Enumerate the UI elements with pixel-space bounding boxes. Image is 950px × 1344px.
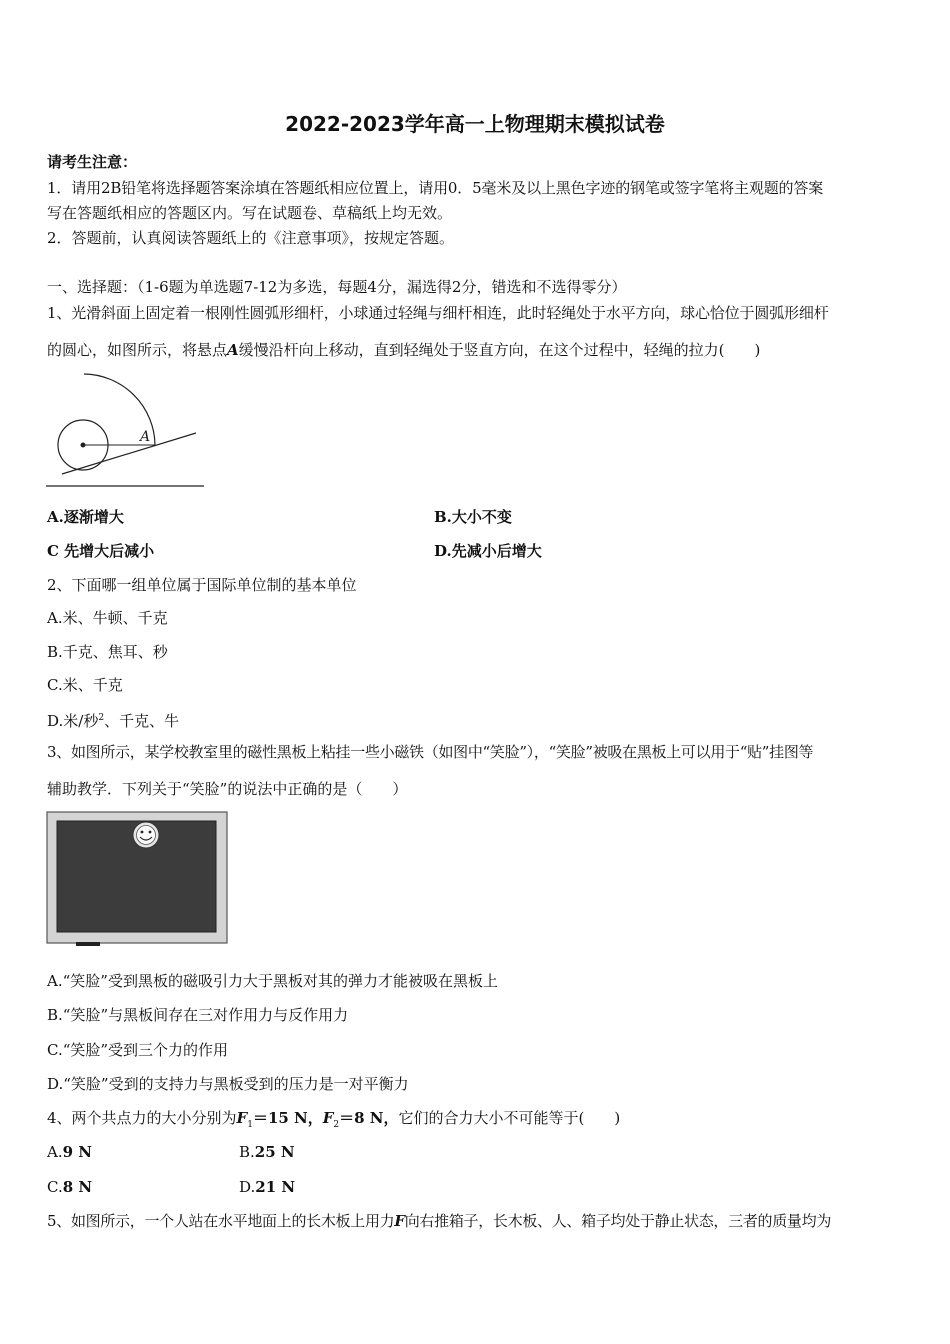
q4-option-d-value: 21 N <box>255 1178 296 1196</box>
q3-stem-line-2: 辅助教学．下列关于“笑脸”的说法中正确的是（ ） <box>47 780 408 798</box>
q4-option-a-value: 9 N <box>62 1143 92 1161</box>
q4-option-b-value: 25 N <box>254 1143 295 1161</box>
q4-option-d <box>239 1177 295 1197</box>
q4-option-c-value: 8 N <box>62 1178 93 1196</box>
notice-item-2: 2．答题前，认真阅读答题纸上的《注意事项》，按规定答题。 <box>47 229 455 247</box>
q5-stem-text-a: 5、如图所示，一个人站在水平地面上的长木板上用力 <box>47 1212 395 1230</box>
q3-smiley-left-eye <box>141 831 144 834</box>
page-title: 2022-2023学年高一上物理期末模拟试卷 <box>285 112 665 136</box>
q1-stem-line-1: 1、光滑斜面上固定着一根刚性圆弧形细杆，小球通过轻绳与细杆相连，此时轻绳处于水平方向，球心恰位于圆弧形细杆 <box>47 304 829 322</box>
q1-figure-incline-arc <box>44 372 209 492</box>
q4-f2-subscript: 2 <box>333 1120 340 1130</box>
q4-f2-value: ＝8 N， <box>339 1109 399 1127</box>
q3-option-a: A.“笑脸”受到黑板的磁吸引力大于黑板对其的弹力才能被吸在黑板上 <box>47 972 498 990</box>
q3-board-tray <box>76 942 100 946</box>
q2-option-a: A.米、牛顿、千克 <box>47 609 168 627</box>
q3-stem-line-1: 3、如图所示，某学校教室里的磁性黑板上粘挂一些小磁铁（如图中“笑脸”），“笑脸”被吸在黑板上可以用于“贴”挂图等 <box>47 743 814 761</box>
notice-item-1-line-1: 1．请用2B铅笔将选择题答案涂填在答题纸相应位置上，请用0．5毫米及以上黑色字迹的钢笔或签字笔将主观题的答案 <box>47 179 824 197</box>
q1-incline-line <box>62 433 196 474</box>
q1-option-b: B.大小不变 <box>434 508 512 526</box>
q3-smiley-face <box>137 826 156 845</box>
q3-option-c: C.“笑脸”受到三个力的作用 <box>47 1041 229 1059</box>
q4-option-d-label: D. <box>239 1178 256 1196</box>
q4-f1-var: F <box>236 1109 248 1127</box>
q2-option-d-text-b: 、千克、牛 <box>104 712 180 730</box>
q2-option-b: B.千克、焦耳、秒 <box>47 643 168 661</box>
q3-option-b: B.“笑脸”与黑板间存在三对作用力与反作用力 <box>47 1006 349 1024</box>
q4-option-b <box>239 1142 295 1162</box>
q3-smiley-right-eye <box>149 831 152 834</box>
q1-point-a-label: A <box>140 429 151 445</box>
q2-option-d-superscript: 2 <box>98 713 105 723</box>
q3-figure-blackboard <box>46 811 230 949</box>
q5-force-var: F <box>394 1212 405 1230</box>
q2-stem: 2、下面哪一组单位属于国际单位制的基本单位 <box>47 576 357 594</box>
q2-option-d <box>47 708 179 731</box>
q2-option-d-text-a: D.米/秒 <box>47 712 99 730</box>
notice-heading: 请考生注意： <box>47 153 138 171</box>
q4-stem-text-a: 4、两个共点力的大小分别为 <box>47 1109 237 1127</box>
q4-f2-var: F <box>322 1109 334 1127</box>
q4-f1-value: ＝15 N， <box>252 1109 323 1127</box>
q4-option-a <box>47 1142 92 1162</box>
q4-stem <box>47 1108 620 1135</box>
q1-point-a-var: A <box>227 341 239 359</box>
q4-f1-subscript: 1 <box>247 1120 253 1130</box>
q4-option-b-label: B. <box>239 1143 255 1161</box>
q1-option-a: A.逐渐增大 <box>47 508 124 526</box>
q1-option-c: C 先增大后减小 <box>47 542 155 560</box>
notice-item-1-line-2: 写在答题纸相应的答题区内。写在试题卷、草稿纸上均无效。 <box>47 204 453 222</box>
q1-stem-line-2 <box>47 340 760 360</box>
q1-option-d: D.先减小后增大 <box>434 542 542 560</box>
q4-stem-text-b: 它们的合力大小不可能等于( ) <box>398 1109 621 1127</box>
q4-option-a-label: A. <box>47 1143 63 1161</box>
q2-option-c: C.米、千克 <box>47 676 123 694</box>
q3-option-d: D.“笑脸”受到的支持力与黑板受到的压力是一对平衡力 <box>47 1075 409 1093</box>
q5-stem-line-1 <box>47 1211 831 1231</box>
q1-stem-text-b: 缓慢沿杆向上移动，直到轻绳处于竖直方向，在这个过程中，轻绳的拉力( ) <box>238 341 761 359</box>
q4-option-c <box>47 1177 92 1197</box>
q1-stem-text-a: 的圆心，如图所示，将悬点 <box>47 341 228 359</box>
q4-option-c-label: C. <box>47 1178 63 1196</box>
q5-stem-text-b: 向右推箱子，长木板、人、箱子均处于静止状态，三者的质量均为 <box>404 1212 832 1230</box>
section-1-heading: 一、选择题：（1-6题为单选题7-12为多选，每题4分，漏选得2分，错选和不选得零分） <box>47 278 627 296</box>
